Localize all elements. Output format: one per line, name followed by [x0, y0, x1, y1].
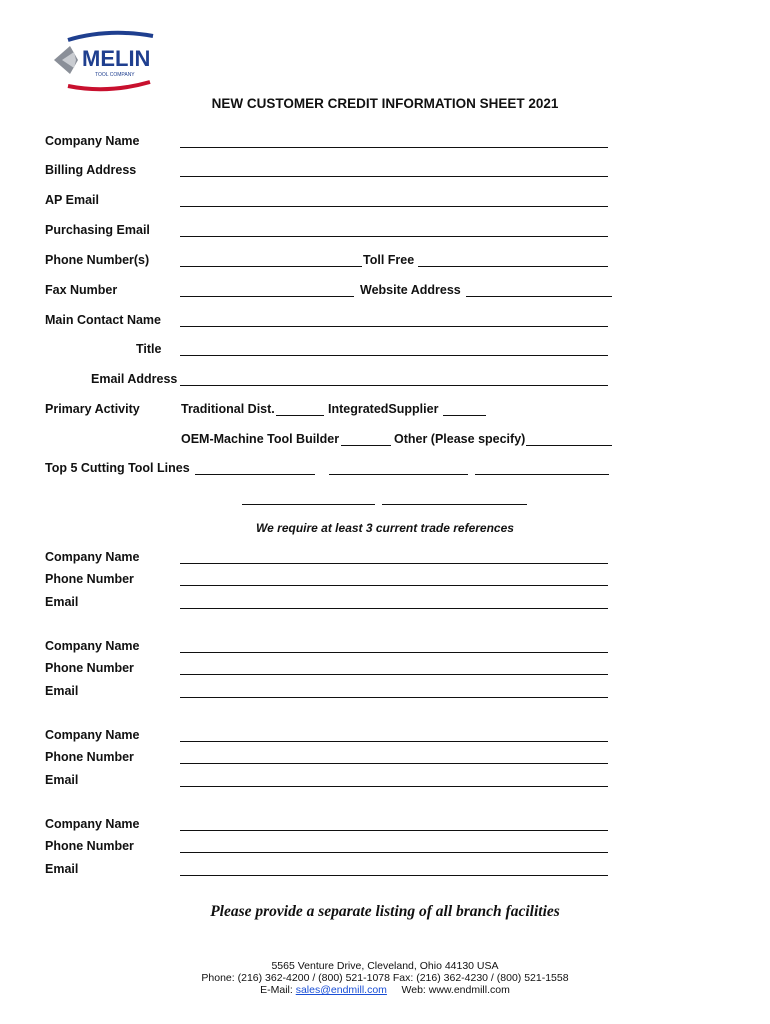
ref1-email-line[interactable] — [180, 608, 608, 609]
ref2-phone-label: Phone Number — [45, 661, 134, 675]
billing-address-line[interactable] — [180, 176, 608, 177]
oem-machine-line[interactable] — [341, 445, 391, 446]
oem-machine-label: OEM-Machine Tool Builder — [181, 432, 340, 446]
footer-address: 5565 Venture Drive, Cleveland, Ohio 44130 USA — [271, 960, 499, 972]
fax-number-label: Fax Number — [45, 283, 118, 297]
main-contact-label: Main Contact Name — [45, 313, 161, 327]
ref3-email-label: Email — [45, 773, 79, 787]
ref3-company-label: Company Name — [45, 728, 140, 742]
branch-facilities-note: Please provide a separate listing of all branch facilities — [210, 903, 560, 920]
purchasing-email-line[interactable] — [180, 236, 608, 237]
ref4-company-line[interactable] — [180, 830, 608, 831]
integrated-supplier-label: IntegratedSupplier — [328, 402, 439, 416]
website-address-line[interactable] — [466, 296, 612, 297]
page-title: NEW CUSTOMER CREDIT INFORMATION SHEET 2021 — [211, 96, 559, 111]
other-line[interactable] — [526, 445, 612, 446]
melin-logo — [48, 30, 158, 92]
ref1-email-label: Email — [45, 595, 79, 609]
email-address-label: Email Address — [91, 372, 178, 386]
ref2-company-line[interactable] — [180, 652, 608, 653]
ref3-phone-line[interactable] — [180, 763, 608, 764]
ref3-phone-label: Phone Number — [45, 750, 134, 764]
ref2-company-label: Company Name — [45, 639, 140, 653]
top5-label: Top 5 Cutting Tool Lines — [45, 461, 190, 475]
company-name-label: Company Name — [45, 134, 140, 148]
other-label: Other (Please specify) — [394, 432, 526, 446]
integrated-supplier-line[interactable] — [443, 415, 486, 416]
primary-activity-label: Primary Activity — [45, 402, 140, 416]
references-note: We require at least 3 current trade references — [256, 521, 514, 535]
ref4-company-label: Company Name — [45, 817, 140, 831]
footer-contact — [0, 984, 770, 996]
svg-text:MELIN: MELIN — [82, 46, 151, 71]
ap-email-label: AP Email — [45, 193, 99, 207]
traditional-dist-label: Traditional Dist. — [181, 402, 275, 416]
company-name-line[interactable] — [180, 147, 608, 148]
ap-email-line[interactable] — [180, 206, 608, 207]
traditional-dist-line[interactable] — [276, 415, 324, 416]
ref4-phone-label: Phone Number — [45, 839, 134, 853]
top5-line-4[interactable] — [242, 504, 375, 505]
svg-text:TOOL COMPANY: TOOL COMPANY — [95, 72, 135, 78]
email-address-line[interactable] — [180, 385, 608, 386]
title-line[interactable] — [180, 355, 608, 356]
ref2-email-label: Email — [45, 684, 79, 698]
ref3-email-line[interactable] — [180, 786, 608, 787]
top5-line-3[interactable] — [475, 474, 609, 475]
ref4-phone-line[interactable] — [180, 852, 608, 853]
ref2-phone-line[interactable] — [180, 674, 608, 675]
ref1-phone-label: Phone Number — [45, 572, 134, 586]
ref2-email-line[interactable] — [180, 697, 608, 698]
ref1-company-line[interactable] — [180, 563, 608, 564]
phone-numbers-label: Phone Number(s) — [45, 253, 150, 267]
title-label: Title — [136, 342, 162, 356]
website-address-label: Website Address — [360, 283, 461, 297]
footer-web: Web: www.endmill.com — [401, 984, 510, 996]
footer-email-link[interactable]: sales@endmill.com — [295, 984, 387, 996]
top5-line-5[interactable] — [382, 504, 527, 505]
phone-numbers-line[interactable] — [180, 266, 362, 267]
purchasing-email-label: Purchasing Email — [45, 223, 150, 237]
top5-line-2[interactable] — [329, 474, 468, 475]
endmill-icon — [54, 46, 78, 74]
ref4-email-label: Email — [45, 862, 79, 876]
billing-address-label: Billing Address — [45, 163, 137, 177]
top5-line-1[interactable] — [195, 474, 315, 475]
ref1-company-label: Company Name — [45, 550, 140, 564]
footer-phone: Phone: (216) 362-4200 / (800) 521-1078 Fax: (216) 362-4230 / (800) 521-1558 — [201, 972, 569, 984]
toll-free-label: Toll Free — [363, 253, 415, 267]
ref3-company-line[interactable] — [180, 741, 608, 742]
ref1-phone-line[interactable] — [180, 585, 608, 586]
ref4-email-line[interactable] — [180, 875, 608, 876]
main-contact-line[interactable] — [180, 326, 608, 327]
footer-email-label: E-Mail: — [260, 984, 293, 996]
fax-number-line[interactable] — [180, 296, 354, 297]
toll-free-line[interactable] — [418, 266, 608, 267]
